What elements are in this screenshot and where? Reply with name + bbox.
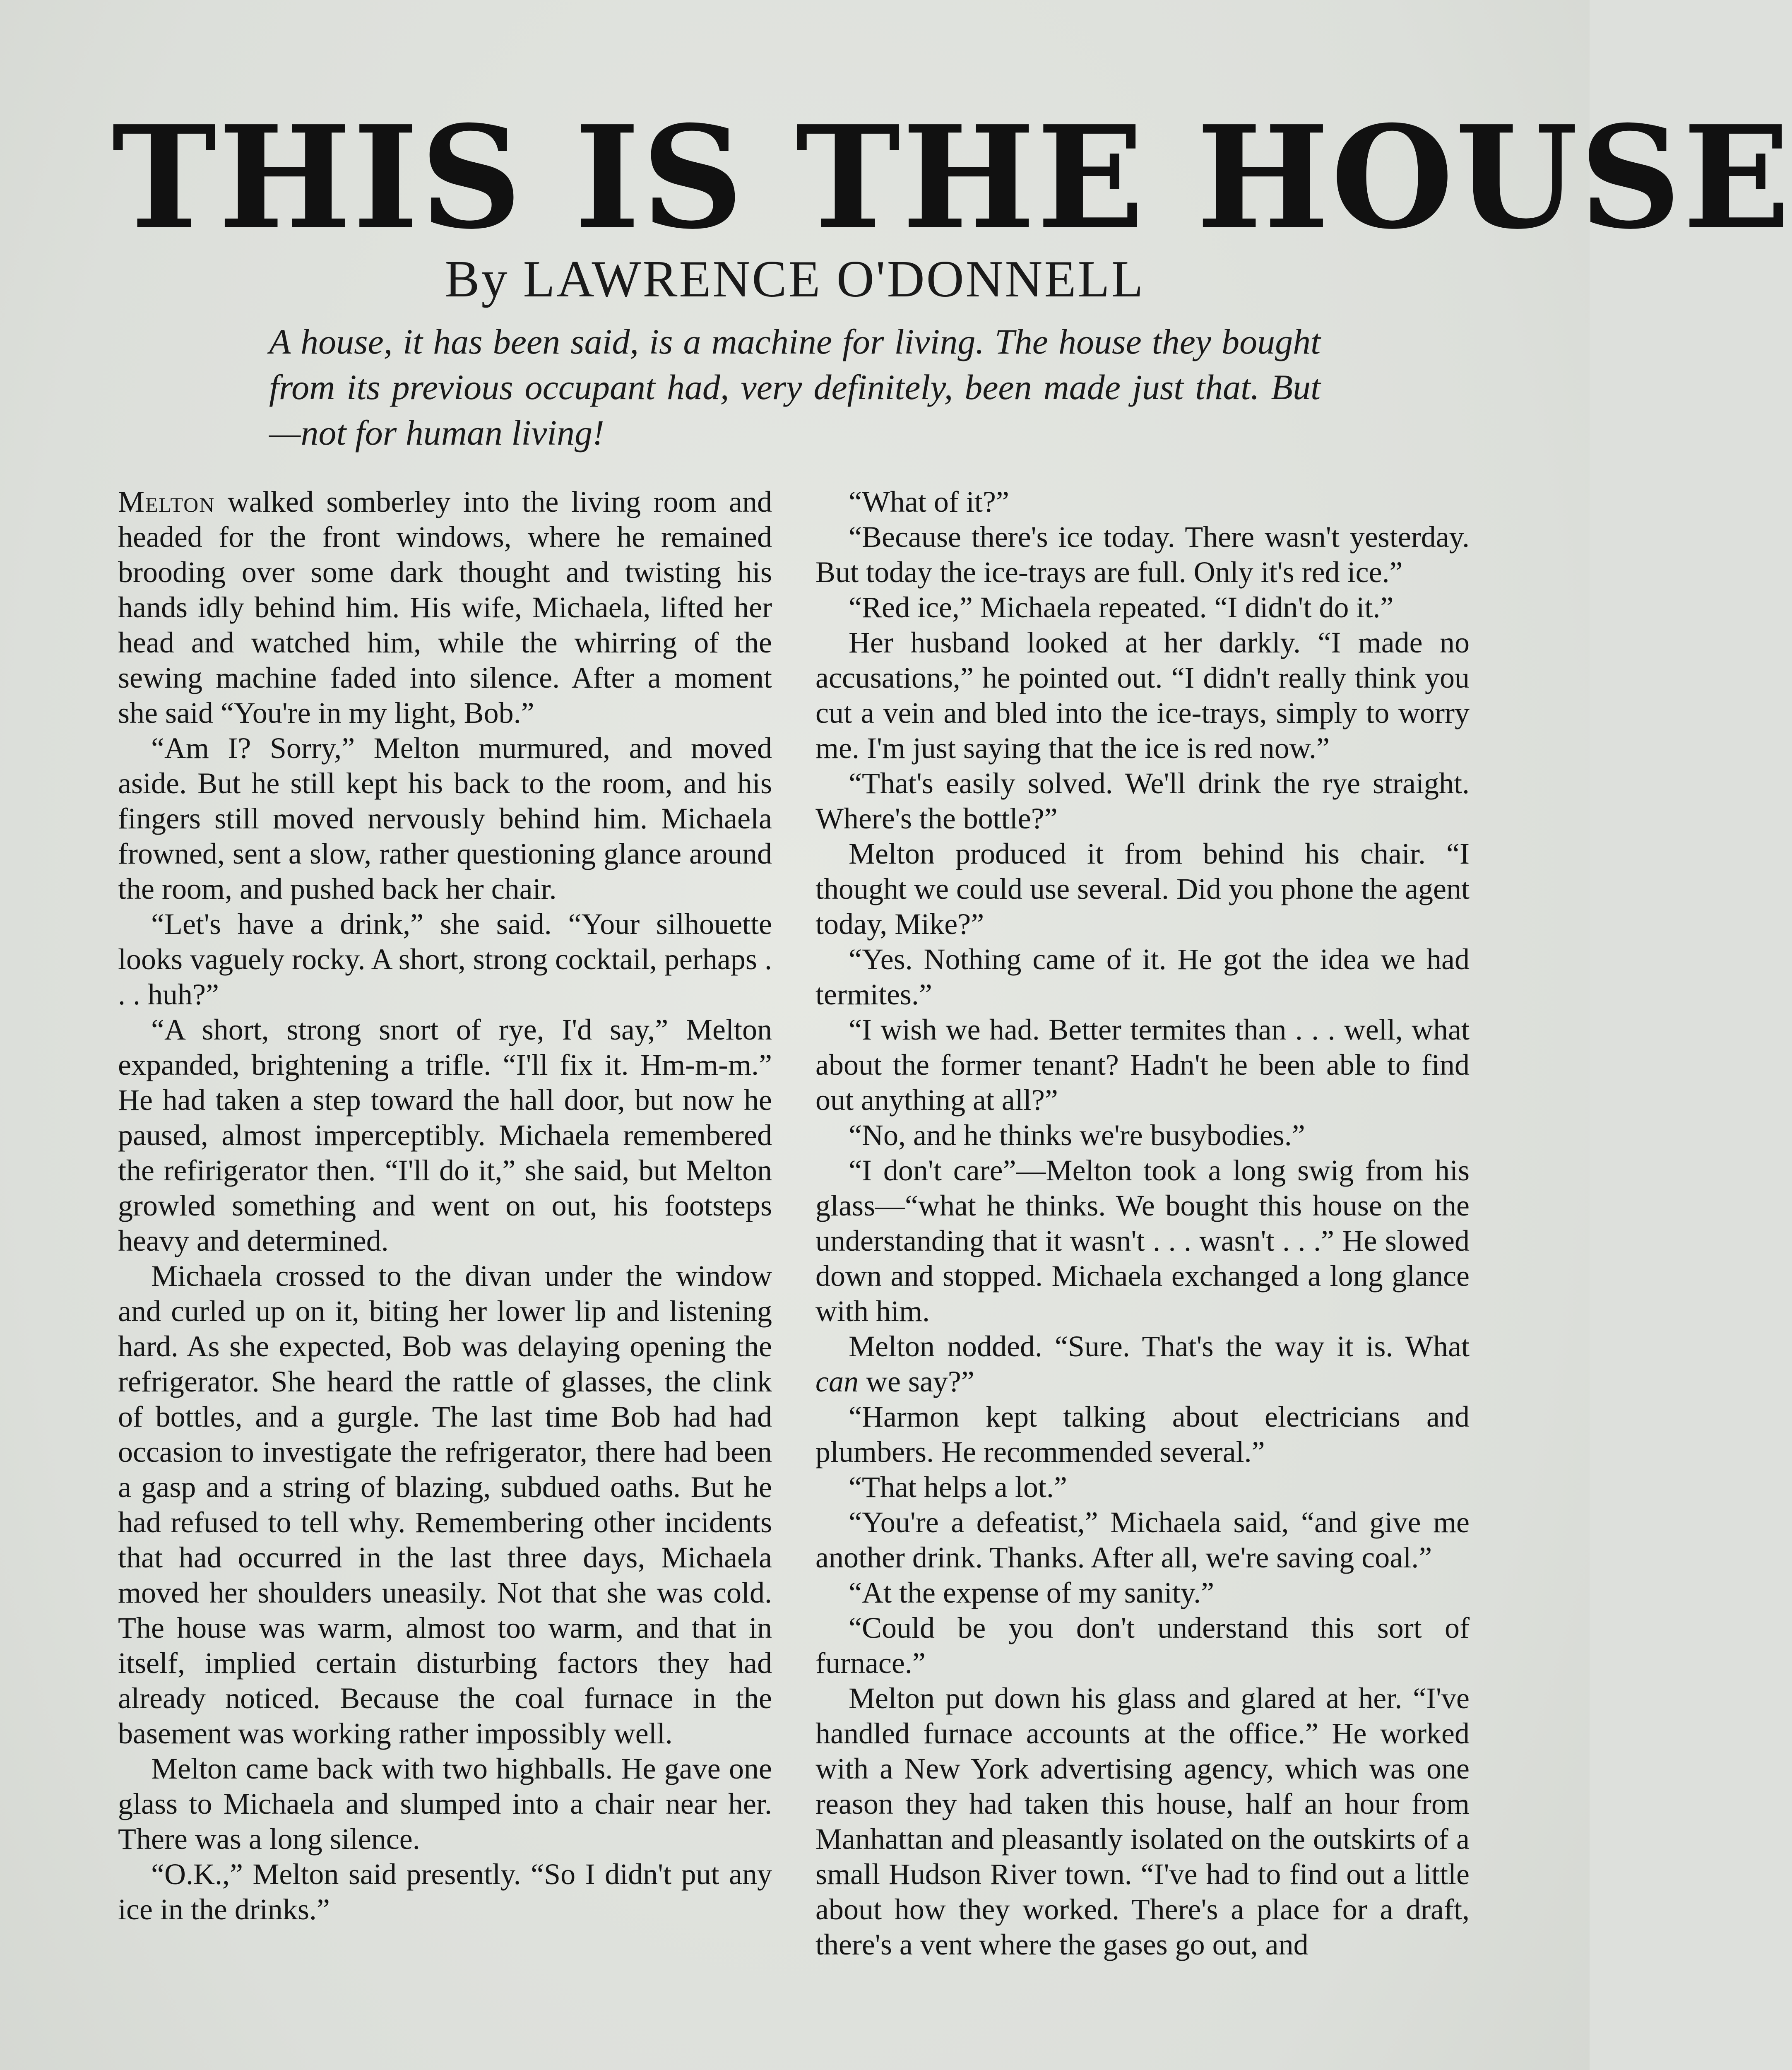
paragraph-text: Melton nodded. “Sure. That's the way it is. What [849, 1330, 1470, 1363]
byline [0, 248, 1590, 310]
paragraph: “Let's have a drink,” she said. “Your silhouette looks vaguely rocky. A short, strong cocktail, perhaps . . . huh?” [118, 907, 772, 1011]
text-column-left [118, 484, 772, 1927]
paragraph: Melton came back with two highballs. He gave one glass to Michaela and slumped into a chair near her. There was a long silence. [118, 1752, 772, 1856]
paragraph: “No, and he thinks we're busybodies.” [849, 1119, 1305, 1152]
paragraph: Her husband looked at her darkly. “I made no accusations,” he pointed out. “I didn't really think you cut a vein and bled into the ice-trays, simply to worry me. I'm just saying that the ice is red now.” [815, 626, 1470, 765]
paragraph: “I don't care”—Melton took a long swig from his glass—“what he thinks. We bought this house on the understanding that it wasn't . . . wasn't . . .” He slowed down and stopped. Michaela exchanged a long glance with him. [815, 1154, 1470, 1328]
paragraph: “That's easily solved. We'll drink the rye straight. Where's the bottle?” [815, 767, 1470, 835]
story-dek: A house, it has been said, is a machine for living. The house they bought from its previous occupant had, very definitely, been made just that. But—not for human living! [269, 322, 1321, 453]
text-column-right [815, 484, 1470, 1962]
byline-author: LAWRENCE O'DONNELL [523, 250, 1145, 308]
paragraph: “Am I? Sorry,” Melton murmured, and moved aside. But he still kept his back to the room, and his fingers still moved nervously behind him. Michaela frowned, sent a slow, rather questioning glance around the room, and pushed back her chair. [118, 732, 772, 905]
paragraph: Melton produced it from behind his chair. “I thought we could use several. Did you phone the agent today, Mike?” [815, 837, 1470, 941]
paragraph: “You're a defeatist,” Michaela said, “and give me another drink. Thanks. After all, we're saving coal.” [815, 1506, 1470, 1574]
paragraph: “Yes. Nothing came of it. He got the idea we had termites.” [815, 943, 1470, 1011]
paragraph [118, 484, 772, 731]
paragraph: “Harmon kept talking about electricians and plumbers. He recommended several.” [815, 1400, 1470, 1468]
paragraph-text: we say?” [858, 1365, 974, 1398]
paragraph: “What of it?” [849, 485, 1009, 518]
paragraph [815, 1329, 1470, 1399]
paragraph: “A short, strong snort of rye, I'd say,” Melton expanded, brightening a trifle. “I'll fix it. Hm-m-m.” He had taken a step toward the hall door, but now he paused, almost imperceptibly. Michaela remembered the refirigerator then. “I'll do it,” she said, but Melton growled something and went on out, his footsteps heavy and determined. [118, 1013, 772, 1257]
paragraph: “O.K.,” Melton said presently. “So I didn't put any ice in the drinks.” [118, 1858, 772, 1926]
paragraph: Michaela crossed to the divan under the window and curled up on it, biting her lower lip and listening hard. As she expected, Bob was delaying opening the refrigerator. She heard the rattle of glasses, the clink of bottles, and a gurgle. The last time Bob had had occasion to investigate the refrigerator, there had been a gasp and a string of blazing, subdued oaths. But he had refused to tell why. Remembering other incidents that had occurred in the last three days, Michaela moved her shoulders uneasily. Not that she was cold. The house was warm, almost too warm, and that in itself, implied certain disturbing factors they had already noticed. Because the coal furnace in the basement was working rather impossibly well. [118, 1259, 772, 1750]
byline-by: By [445, 250, 509, 308]
lead-in-text: walked somberley into the living room and headed for the front windows, where he remained brooding over some dark thought and twisting his hands idly behind him. His wife, Michaela, lifted her head and watched him, while the whirring of the sewing machine faded into silence. After a moment she said “You're in my light, Bob.” [118, 485, 772, 729]
paragraph: “Could be you don't understand this sort of furnace.” [815, 1611, 1470, 1680]
paragraph: Melton put down his glass and glared at her. “I've handled furnace accounts at the office.” He worked with a New York advertising agency, which was one reason they had taken this house, half an hour from Manhattan and pleasantly isolated on the outskirts of a small Hudson River town. “I've had to find out a little about how they worked. There's a place for a draft, there's a vent where the gases go out, and [815, 1682, 1470, 1961]
story-title: THIS IS THE HOUSE [112, 95, 1792, 260]
paragraph: “Because there's ice today. There wasn't yesterday. But today the ice-trays are full. Only it's red ice.” [815, 520, 1470, 589]
paragraph: “Red ice,” Michaela repeated. “I didn't do it.” [849, 591, 1394, 624]
emphasis-text: can [815, 1365, 859, 1398]
paragraph: “I wish we had. Better termites than . . . well, what about the former tenant? Hadn't he been able to find out anything at all?” [815, 1013, 1470, 1117]
lead-in-smallcaps: Melton [118, 485, 215, 518]
paragraph: “At the expense of my sanity.” [849, 1576, 1215, 1609]
paragraph: “That helps a lot.” [849, 1471, 1067, 1504]
